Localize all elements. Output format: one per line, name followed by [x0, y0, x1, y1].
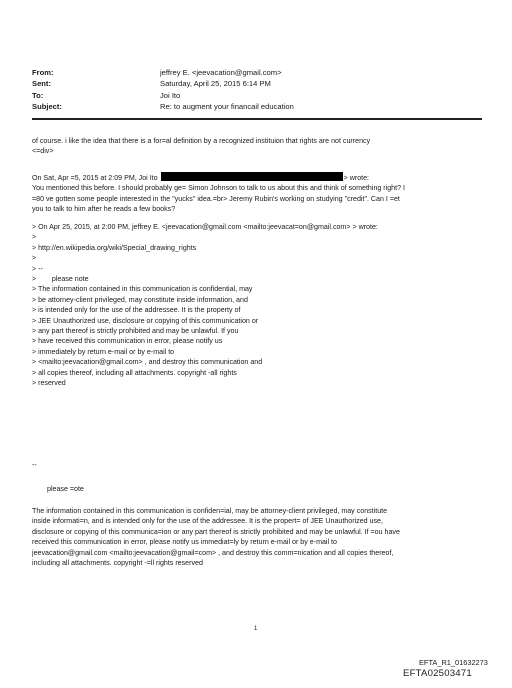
- to-value: Joi Ito: [160, 90, 181, 100]
- quoted-line: > <mailto:jeevacation@gmail.com> , and destroy this communication and: [32, 358, 263, 367]
- attribution-text: On Sat, Apr =5, 2015 at 2:09 PM, Joi Ito: [32, 174, 158, 182]
- sent-value: Saturday, April 25, 2015 6:14 PM: [160, 79, 271, 89]
- attribution-wrote: > wrote:: [343, 174, 370, 182]
- quoted-line: > have received this communication in error, please notify us: [32, 337, 223, 346]
- quoted-line: > --: [32, 264, 43, 273]
- subject-row: [32, 101, 294, 112]
- sent-row: [32, 78, 294, 89]
- quoted-attribution-line: [32, 172, 405, 183]
- from-label: From:: [32, 68, 54, 77]
- signature-separator: --: [32, 461, 37, 469]
- disclaimer-line: The information contained in this communication is confiden=ial, may be attorney-client privileged, may constitute: [32, 507, 388, 515]
- quoted-line: >: [32, 254, 37, 263]
- quoted-line: >: [32, 233, 37, 242]
- from-row: [32, 67, 294, 78]
- quoted-intro-line: =80 ve gotten some people interested in the "yucks" idea.=br> Jeremy Rubin's working on studying "credit". Can I =et: [32, 194, 400, 203]
- quoted-link-line: > http://en.wikipedia.org/wiki/Special_drawing_rights: [32, 243, 197, 252]
- disclaimer-line: jeevacation@gmail.com <mailto:jeevacation@gmail=com> , and destroy this comm=nication and all copies thereof,: [32, 548, 394, 557]
- disclaimer-line: including all attachments. copyright -=ll rights reserved: [32, 559, 203, 568]
- reply-body: [32, 136, 370, 157]
- quoted-line: > is intended only for the use of the addressee. It is the property of: [32, 306, 241, 315]
- disclaimer-line: inside informati=n, and is intended only for the use of the addressee. It is the propert= of JEE Unauthorized use,: [32, 517, 383, 526]
- reply-line: <=div>: [32, 147, 54, 156]
- quoted-line: > JEE Unauthorized use, disclosure or copying of this communication or: [32, 316, 259, 325]
- header-divider: [32, 118, 482, 120]
- quoted-line: > any part thereof is strictly prohibited and may be unlawful. If you: [32, 327, 239, 336]
- quoted-block: [32, 222, 378, 389]
- redaction-box: [161, 172, 343, 181]
- to-label: To:: [32, 90, 44, 100]
- email-header: [32, 67, 294, 113]
- footer-note: please =ote: [47, 485, 84, 493]
- quoted-intro-line: You mentioned this before. I should probably ge= Simon Johnson to talk to us about this and think of something right? I: [32, 184, 405, 193]
- subject-value: Re: to augment your financail education: [160, 102, 294, 112]
- quoted-line: > please note: [32, 275, 89, 284]
- footer-disclaimer: [32, 506, 400, 568]
- to-row: [32, 90, 294, 101]
- quoted-line: > all copies thereof, including all attachments. copyright -all rights: [32, 368, 237, 377]
- disclaimer-line: disclosure or copying of this communica=ion or any part thereof is strictly prohibited and may be unlawful. If =ou have: [32, 527, 400, 536]
- quoted-line: > reserved: [32, 379, 66, 388]
- quoted-line: > be attorney-client privileged, may constitute inside information, and: [32, 295, 248, 304]
- quoted-line: > On Apr 25, 2015, at 2:00 PM, jeffrey E. <jeevacation@gmail.com <mailto:jeevacat=on@gmail.com> > wrote:: [32, 223, 378, 231]
- subject-label: Subject:: [32, 102, 62, 112]
- disclaimer-line: received this communication in error, please notify us immediat=ly by return e-mail or by e-mail to: [32, 538, 337, 547]
- quoted-line: > immediately by return e-mail or by e-mail to: [32, 347, 175, 356]
- reply-line: of course. i like the idea that there is a for=al definition by a recognized instituion that rights are not currency: [32, 137, 371, 145]
- quoted-intro-line: you to talk to him after he reads a few books?: [32, 205, 176, 214]
- quoted-line: > The information contained in this communication is confidential, may: [32, 285, 253, 294]
- sent-label: Sent:: [32, 79, 51, 89]
- from-value: jeffrey E. <jeevacation@gmail.com>: [160, 68, 282, 77]
- doc-id-large: EFTA02503471: [403, 668, 472, 679]
- doc-id-small: EFTA_R1_01632273: [419, 658, 488, 667]
- quoted-intro: [32, 172, 405, 215]
- page-number: 1: [254, 626, 258, 632]
